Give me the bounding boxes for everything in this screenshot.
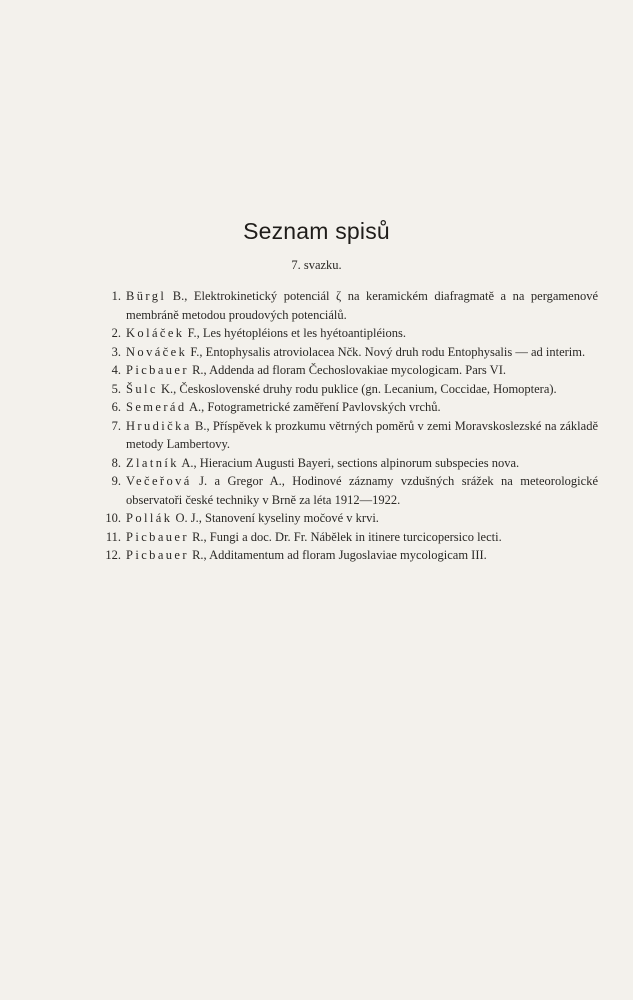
item-title: A., Hieracium Augusti Bayeri, sections alpinorum subspecies nova.	[178, 455, 520, 470]
item-title: O. J., Stanovení kyseliny močové v krvi.	[172, 511, 379, 525]
item-author: Koláček	[126, 326, 185, 340]
item-number: 10.	[105, 511, 121, 525]
list-item	[0, 417, 633, 454]
item-title: F., Entophysalis atroviolacea Nčk. Nový druh rodu Entophysalis — ad interim.	[187, 344, 586, 359]
item-number: 11.	[105, 529, 121, 544]
item-author: Zlatník	[126, 455, 179, 470]
list-item	[0, 528, 633, 547]
item-author: Picbauer	[126, 529, 189, 544]
item-title: B., Elektrokinetický potenciál ζ na keramickém diafragmatě a na pergamenové membráně metodou proudových potenciálů.	[126, 289, 598, 322]
item-author: Picbauer	[126, 548, 189, 562]
item-author: Večeřová	[126, 474, 192, 488]
item-number: 6.	[111, 400, 121, 414]
item-number: 9.	[111, 474, 121, 488]
item-author: Bürgl	[126, 289, 167, 303]
item-author: Nováček	[126, 344, 188, 359]
item-author: Pollák	[126, 511, 173, 525]
item-title: R., Addenda ad floram Čechoslovakiae mycologicam. Pars VI.	[188, 363, 506, 377]
item-author: Picbauer	[126, 363, 189, 377]
list-item	[0, 546, 633, 565]
item-title: R., Fungi a doc. Dr. Fr. Nábělek in itinere turcicopersico lecti.	[188, 529, 502, 544]
list-item	[0, 287, 633, 324]
list-item	[0, 324, 633, 343]
publication-list	[0, 287, 633, 565]
item-title: K., Československé druhy rodu puklice (gn. Lecanium, Coccidae, Homoptera).	[157, 381, 557, 396]
item-title: R., Additamentum ad floram Jugoslaviae mycologicam III.	[188, 548, 487, 562]
item-number: 12.	[105, 548, 121, 562]
item-title: A., Fotogrametrické zaměření Pavlovských vrchů.	[186, 400, 441, 414]
list-item	[0, 472, 633, 509]
list-item	[0, 380, 633, 399]
item-number: 8.	[111, 455, 121, 470]
page-title: Seznam spisů	[243, 218, 390, 244]
item-author: Semerád	[126, 400, 187, 414]
item-title: B., Příspěvek k prozkumu větrných poměrů v zemi Moravskoslezské na základě metody Lambertovy.	[126, 418, 598, 451]
item-author: Hrudička	[126, 418, 192, 433]
item-number: 2.	[111, 326, 121, 340]
item-number: 4.	[111, 363, 121, 377]
item-title: F., Les hyétopléions et les hyétoantipléions.	[184, 326, 406, 340]
item-number: 3.	[111, 344, 121, 359]
page-subtitle: 7. svazku.	[291, 258, 342, 272]
item-title: J. a Gregor A., Hodinové záznamy vzdušných srážek na meteorologické observatoři české techniky v Brně za léta 1912—1922.	[126, 474, 598, 507]
list-item	[0, 398, 633, 417]
item-number: 1.	[111, 289, 121, 303]
item-author: Šulc	[126, 381, 158, 396]
item-number: 5.	[111, 381, 121, 396]
item-number: 7.	[111, 418, 121, 433]
list-item	[0, 509, 633, 528]
list-item	[0, 454, 633, 473]
list-item	[0, 361, 633, 380]
list-item	[0, 343, 633, 362]
